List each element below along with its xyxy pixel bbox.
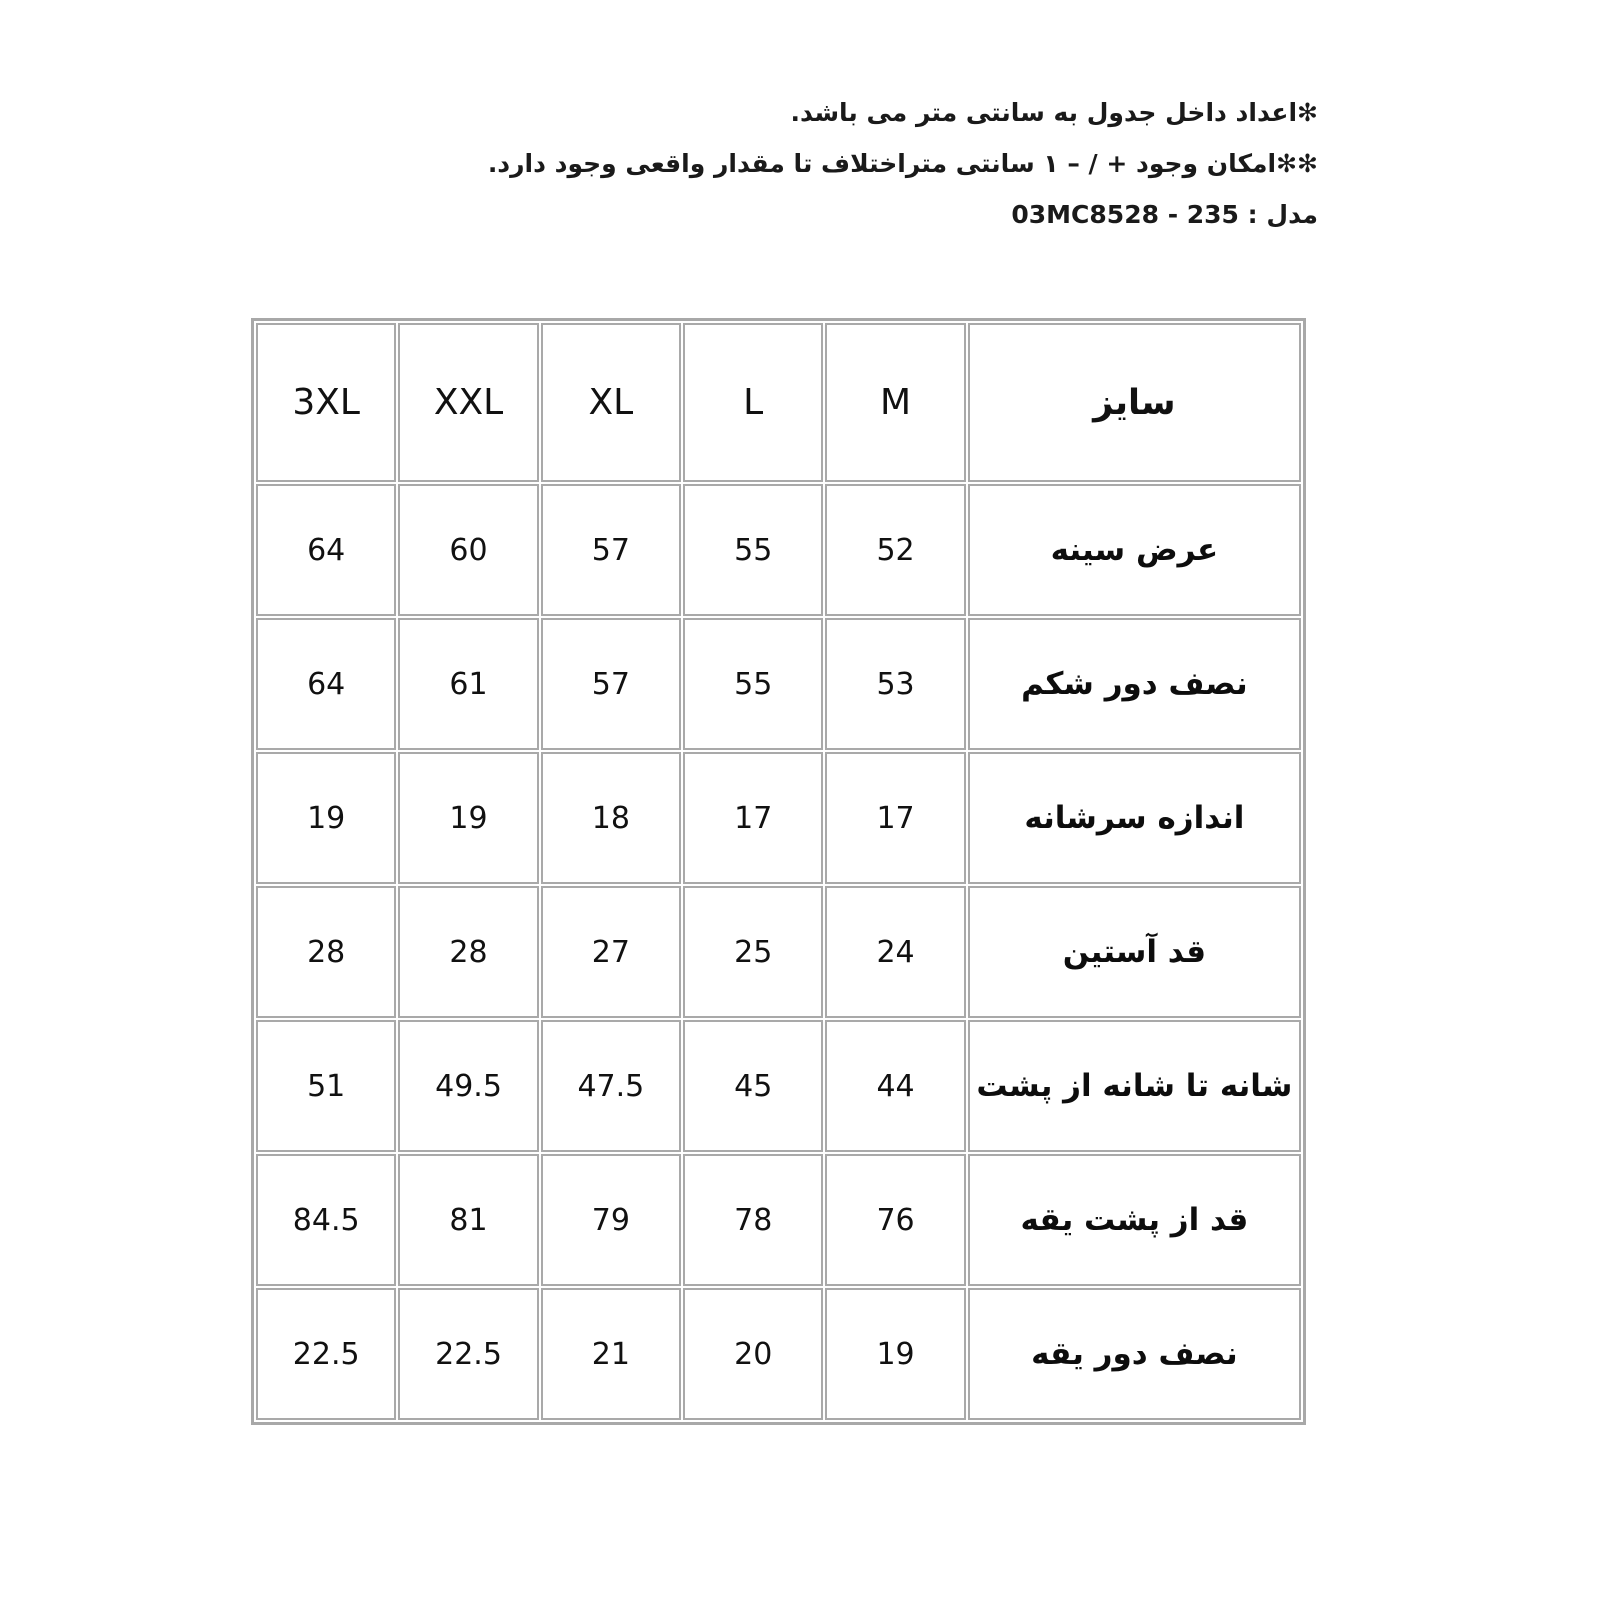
cell-value: 79 bbox=[541, 1154, 681, 1286]
cell-value: 78 bbox=[683, 1154, 823, 1286]
cell-value: 49.5 bbox=[398, 1020, 538, 1152]
cell-value: 60 bbox=[398, 484, 538, 616]
cell-value: 51 bbox=[256, 1020, 396, 1152]
column-header-l: L bbox=[683, 323, 823, 482]
column-header-size: سایز bbox=[968, 323, 1301, 482]
column-header-3xl: 3XL bbox=[256, 323, 396, 482]
row-label: اندازه سرشانه bbox=[968, 752, 1301, 884]
table-header-row bbox=[256, 323, 1301, 482]
notes-block bbox=[487, 98, 1318, 229]
cell-value: 61 bbox=[398, 618, 538, 750]
cell-value: 76 bbox=[825, 1154, 965, 1286]
cell-value: 57 bbox=[541, 484, 681, 616]
cell-value: 55 bbox=[683, 484, 823, 616]
column-header-xl: XL bbox=[541, 323, 681, 482]
cell-value: 17 bbox=[683, 752, 823, 884]
cell-value: 28 bbox=[398, 886, 538, 1018]
cell-value: 84.5 bbox=[256, 1154, 396, 1286]
cell-value: 53 bbox=[825, 618, 965, 750]
cell-value: 81 bbox=[398, 1154, 538, 1286]
cell-value: 52 bbox=[825, 484, 965, 616]
model-line bbox=[558, 202, 1318, 227]
row-label: قد از پشت یقه bbox=[968, 1154, 1301, 1286]
cell-value: 19 bbox=[825, 1288, 965, 1420]
cell-value: 24 bbox=[825, 886, 965, 1018]
model-value: 03MC8528 - 235 bbox=[1011, 200, 1239, 229]
table-row bbox=[256, 618, 1301, 750]
cell-value: 21 bbox=[541, 1288, 681, 1420]
table-row bbox=[256, 484, 1301, 616]
cell-value: 27 bbox=[541, 886, 681, 1018]
row-label: نصف دور شکم bbox=[968, 618, 1301, 750]
table-row bbox=[256, 886, 1301, 1018]
note-tolerance: ✻✻امکان وجود + / – ۱ سانتی متراختلاف تا مقدار واقعی وجود دارد. bbox=[487, 149, 1318, 178]
cell-value: 28 bbox=[256, 886, 396, 1018]
size-chart-table bbox=[251, 318, 1306, 1425]
cell-value: 19 bbox=[256, 752, 396, 884]
cell-value: 44 bbox=[825, 1020, 965, 1152]
cell-value: 20 bbox=[683, 1288, 823, 1420]
cell-value: 55 bbox=[683, 618, 823, 750]
model-label: مدل : bbox=[1238, 200, 1318, 229]
cell-value: 57 bbox=[541, 618, 681, 750]
column-header-xxl: XXL bbox=[398, 323, 538, 482]
note-units: ✻اعداد داخل جدول به سانتی متر می باشد. bbox=[790, 98, 1318, 127]
row-label: عرض سینه bbox=[968, 484, 1301, 616]
cell-value: 64 bbox=[256, 484, 396, 616]
table-row bbox=[256, 1154, 1301, 1286]
cell-value: 47.5 bbox=[541, 1020, 681, 1152]
cell-value: 22.5 bbox=[256, 1288, 396, 1420]
cell-value: 22.5 bbox=[398, 1288, 538, 1420]
table-head bbox=[256, 323, 1301, 482]
table-body bbox=[256, 484, 1301, 1420]
cell-value: 17 bbox=[825, 752, 965, 884]
table-row bbox=[256, 1288, 1301, 1420]
column-header-m: M bbox=[825, 323, 965, 482]
cell-value: 25 bbox=[683, 886, 823, 1018]
row-label: شانه تا شانه از پشت bbox=[968, 1020, 1301, 1152]
table-row bbox=[256, 1020, 1301, 1152]
cell-value: 19 bbox=[398, 752, 538, 884]
table-row bbox=[256, 752, 1301, 884]
cell-value: 64 bbox=[256, 618, 396, 750]
cell-value: 45 bbox=[683, 1020, 823, 1152]
row-label: نصف دور یقه bbox=[968, 1288, 1301, 1420]
cell-value: 18 bbox=[541, 752, 681, 884]
size-chart-table-wrapper bbox=[251, 318, 1306, 1425]
row-label: قد آستین bbox=[968, 886, 1301, 1018]
